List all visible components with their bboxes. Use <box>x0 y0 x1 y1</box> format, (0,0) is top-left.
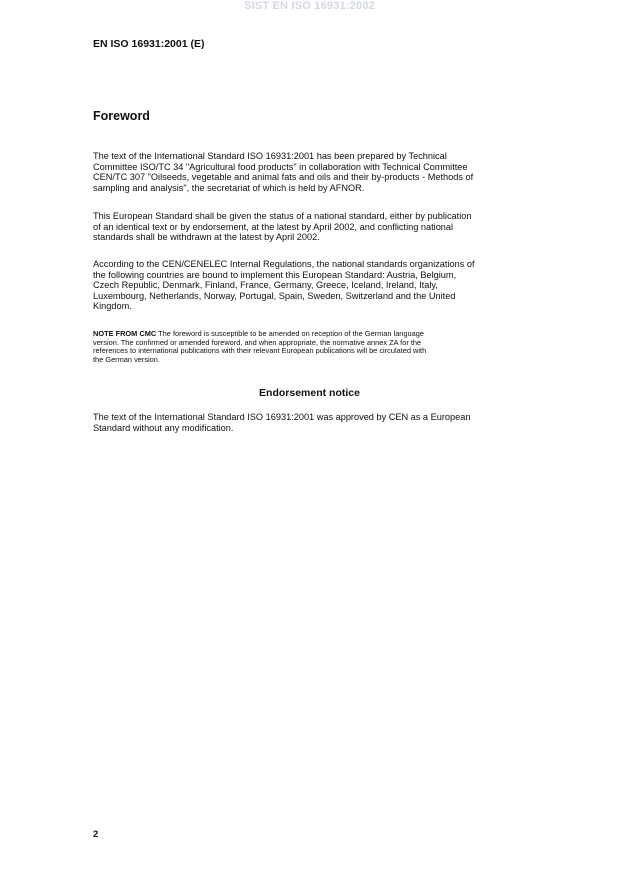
text-line: The text of the International Standard ISO 16931:2001 has been prepared by Technical <box>93 151 447 161</box>
watermark: SIST EN ISO 16931:2002 <box>244 0 375 12</box>
note-from-cmc <box>93 330 533 364</box>
endorsement-heading: Endorsement notice <box>259 387 360 399</box>
foreword-heading: Foreword <box>93 109 150 123</box>
text-line: Luxembourg, Netherlands, Norway, Portugal, Spain, Sweden, Switzerland and the United <box>93 290 456 301</box>
text-line: CEN/TC 307 "Oilseeds, vegetable and animal fats and oils and their by-products - Methods of <box>93 172 474 183</box>
note-line: version. The confirmed or amended foreword, and when appropriate, the normative annex ZA for the <box>93 337 422 347</box>
document-id: EN ISO 16931:2001 (E) <box>93 38 205 50</box>
text-line: standards shall be withdrawn at the latest by April 2002. <box>93 232 320 243</box>
text-line: This European Standard shall be given the status of a national standard, either by publication <box>93 211 472 221</box>
note-line: the German version. <box>93 354 160 364</box>
text-line: sampling and analysis", the secretariat of which is held by AFNOR. <box>93 182 365 193</box>
note-text: The foreword is susceptible to be amended on reception of the German language <box>158 329 424 338</box>
note-label: NOTE FROM CMC <box>93 329 157 338</box>
text-line: Standard without any modification. <box>93 422 234 433</box>
note-line: references to international publications with their relevant European publications will be circulated with <box>93 346 427 356</box>
text-line: Kingdom. <box>93 301 132 312</box>
text-line: the following countries are bound to implement this European Standard: Austria, Belgium, <box>93 269 457 280</box>
text-line: of an identical text or by endorsement, at the latest by April 2002, and conflicting national <box>93 221 454 232</box>
text-line: Czech Republic, Denmark, Finland, France, Germany, Greece, Iceland, Ireland, Italy, <box>93 280 438 291</box>
text-line: According to the CEN/CENELEC Internal Regulations, the national standards organizations of <box>93 259 475 269</box>
endorsement-paragraph <box>93 412 533 433</box>
foreword-paragraph-3 <box>93 259 533 312</box>
foreword-paragraph-2 <box>93 211 533 243</box>
text-line: The text of the International Standard ISO 16931:2001 was approved by CEN as a European <box>93 412 471 422</box>
foreword-paragraph-1 <box>93 151 533 193</box>
page-number: 2 <box>93 829 99 840</box>
text-line: Committee ISO/TC 34 "Agricultural food products" in collaboration with Technical Committee <box>93 161 468 172</box>
